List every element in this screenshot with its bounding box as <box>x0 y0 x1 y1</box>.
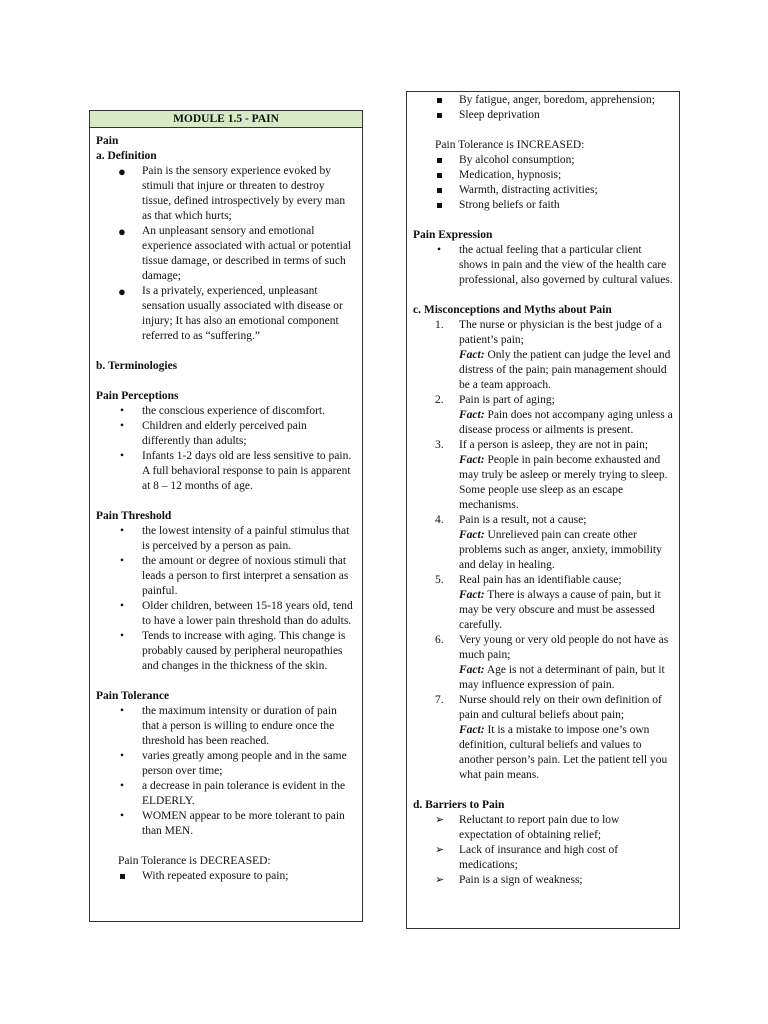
list-item: ● Pain is the sensory experience evoked by stimuli that injure or threaten to destroy tissue, defined introspectively by every man as that which hurts; <box>118 164 346 222</box>
fact-label: Fact: <box>459 589 485 601</box>
list-item: 2. Pain is part of aging; Fact: Pain does not accompany aging unless a disease process or ailments is present. <box>435 394 673 436</box>
threshold-heading: Pain Threshold <box>96 510 172 522</box>
expression-heading: Pain Expression <box>413 229 493 241</box>
decreased-label: Pain Tolerance is DECREASED: <box>118 855 271 867</box>
list-item: Medication, hypnosis; <box>413 168 673 183</box>
list-item: ● Is a privately, experienced, unpleasant sensation usually associated with disease or injury; It has also an emotional component referred to as “suffering.” <box>118 284 343 342</box>
list-item: • Children and elderly perceived pain differently than adults; <box>120 420 307 447</box>
perceptions-heading: Pain Perceptions <box>96 390 179 402</box>
list-item: • the conscious experience of discomfort. <box>120 405 325 417</box>
list-item: 6. Very young or very old people do not have as much pain; Fact: Age is not a determinant of pain, but it may influence expression of pain. <box>435 634 669 691</box>
list-item: • varies greatly among people and in the same person over time; <box>120 750 347 777</box>
square-bullet-icon <box>437 173 442 178</box>
list-item: 7. Nurse should rely on their own definition of pain and cultural beliefs about pain; Fact: It is a mistake to impose one’s own definition, cultural beliefs and values to another person’s pain. Let the patient tell you what pain means. <box>435 694 668 781</box>
list-item: • Infants 1-2 days old are less sensitive to pain. A full behavioral response to pain is apparent at 8 – 12 months of age. <box>120 450 352 492</box>
bullet-icon: • <box>120 450 125 462</box>
bullet-icon: ● <box>118 224 126 239</box>
perceptions-list <box>96 404 356 494</box>
myths-heading: c. Misconceptions and Myths about Pain <box>413 304 612 316</box>
expression-list <box>413 243 673 288</box>
list-item: 1. The nurse or physician is the best judge of a patient’s pain; Fact: Only the patient can judge the level and distress of the pain; pain management should be a team approach. <box>435 319 671 391</box>
square-bullet-icon <box>437 203 442 208</box>
list-item: • the maximum intensity or duration of pain that a person is willing to endure once the threshold has been reached. <box>120 705 337 747</box>
list-item: 4. Pain is a result, not a cause; Fact: Unrelieved pain can create other problems such as anger, anxiety, immobility and delay in healing. <box>435 514 662 571</box>
square-bullet-icon <box>437 158 442 163</box>
list-item: ➢ Lack of insurance and high cost of medications; <box>435 844 619 871</box>
list-item: • the amount or degree of noxious stimuli that leads a person to first interpret a sensation as painful. <box>120 555 349 597</box>
increased-list <box>413 153 673 213</box>
square-bullet-icon <box>437 98 442 103</box>
list-item: Strong beliefs or faith <box>413 198 673 213</box>
module-title: MODULE 1.5 - PAIN <box>90 111 362 128</box>
list-item: 5. Real pain has an identifiable cause; Fact: There is always a cause of pain, but it may be very obscure and must be assessed carefully. <box>435 574 661 631</box>
list-item: ➢ Reluctant to report pain due to low expectation of obtaining relief; <box>435 814 620 841</box>
bullet-icon: • <box>120 630 125 642</box>
right-column <box>406 91 680 929</box>
bullet-icon: • <box>120 810 125 822</box>
square-bullet-icon <box>437 188 442 193</box>
decreased-cont-list <box>413 93 673 123</box>
list-item: • Older children, between 15-18 years old, tend to have a lower pain threshold than do adults. <box>120 600 353 627</box>
list-item: • a decrease in pain tolerance is evident in the ELDERLY. <box>120 780 346 807</box>
decreased-list <box>96 869 356 884</box>
list-item: Sleep deprivation <box>413 108 673 123</box>
definition-list <box>96 164 356 344</box>
arrow-bullet-icon: ➢ <box>435 874 445 886</box>
list-item: • WOMEN appear to be more tolerant to pain than MEN. <box>120 810 345 837</box>
fact-label: Fact: <box>459 724 485 736</box>
bullet-icon: ● <box>118 164 126 179</box>
pain-heading: Pain <box>96 135 119 147</box>
list-item: Warmth, distracting activities; <box>413 183 673 198</box>
arrow-bullet-icon: ➢ <box>435 844 445 856</box>
square-bullet-icon <box>120 874 125 879</box>
bullet-icon: • <box>120 705 125 717</box>
threshold-list <box>96 524 356 674</box>
definition-heading: a. Definition <box>96 150 157 162</box>
fact-label: Fact: <box>459 409 485 421</box>
fact-label: Fact: <box>459 529 485 541</box>
list-item: ● An unpleasant sensory and emotional experience associated with actual or potential tissue damage, or described in terms of such damage; <box>118 224 352 282</box>
tolerance-heading: Pain Tolerance <box>96 690 170 702</box>
fact-label: Fact: <box>459 349 485 361</box>
barriers-heading: d. Barriers to Pain <box>413 799 505 811</box>
bullet-icon: • <box>120 600 125 612</box>
bullet-icon: • <box>437 244 442 256</box>
fact-label: Fact: <box>459 664 485 676</box>
list-item: 3. If a person is asleep, they are not in pain; Fact: People in pain become exhausted and may truly be asleep or merely trying to sleep. Some people use sleep as an escape mechanisms. <box>435 439 668 511</box>
increased-label: Pain Tolerance is INCREASED: <box>435 139 585 151</box>
list-item: By alcohol consumption; <box>413 153 673 168</box>
myths-list <box>413 318 673 783</box>
bullet-icon: ● <box>118 284 126 299</box>
list-item: • the lowest intensity of a painful stimulus that is perceived by a person as pain. <box>120 525 350 552</box>
bullet-icon: • <box>120 750 125 762</box>
list-item: With repeated exposure to pain; <box>96 869 356 884</box>
bullet-icon: • <box>120 780 125 792</box>
list-item: By fatigue, anger, boredom, apprehension; <box>413 93 673 108</box>
bullet-icon: • <box>120 420 125 432</box>
terminologies-heading: b. Terminologies <box>96 360 178 372</box>
list-item: • the actual feeling that a particular client shows in pain and the view of the health care professional, also governed by cultural values. <box>437 244 673 286</box>
arrow-bullet-icon: ➢ <box>435 814 445 826</box>
bullet-icon: • <box>120 405 125 417</box>
square-bullet-icon <box>437 113 442 118</box>
bullet-icon: • <box>120 555 125 567</box>
left-column <box>89 110 363 922</box>
tolerance-list <box>96 704 356 839</box>
fact-label: Fact: <box>459 454 485 466</box>
barriers-list <box>413 813 673 888</box>
list-item: ➢ Pain is a sign of weakness; <box>435 874 583 886</box>
bullet-icon: • <box>120 525 125 537</box>
list-item: • Tends to increase with aging. This change is probably caused by peripheral neuropathies and changes in the thickness of the skin. <box>120 630 346 672</box>
